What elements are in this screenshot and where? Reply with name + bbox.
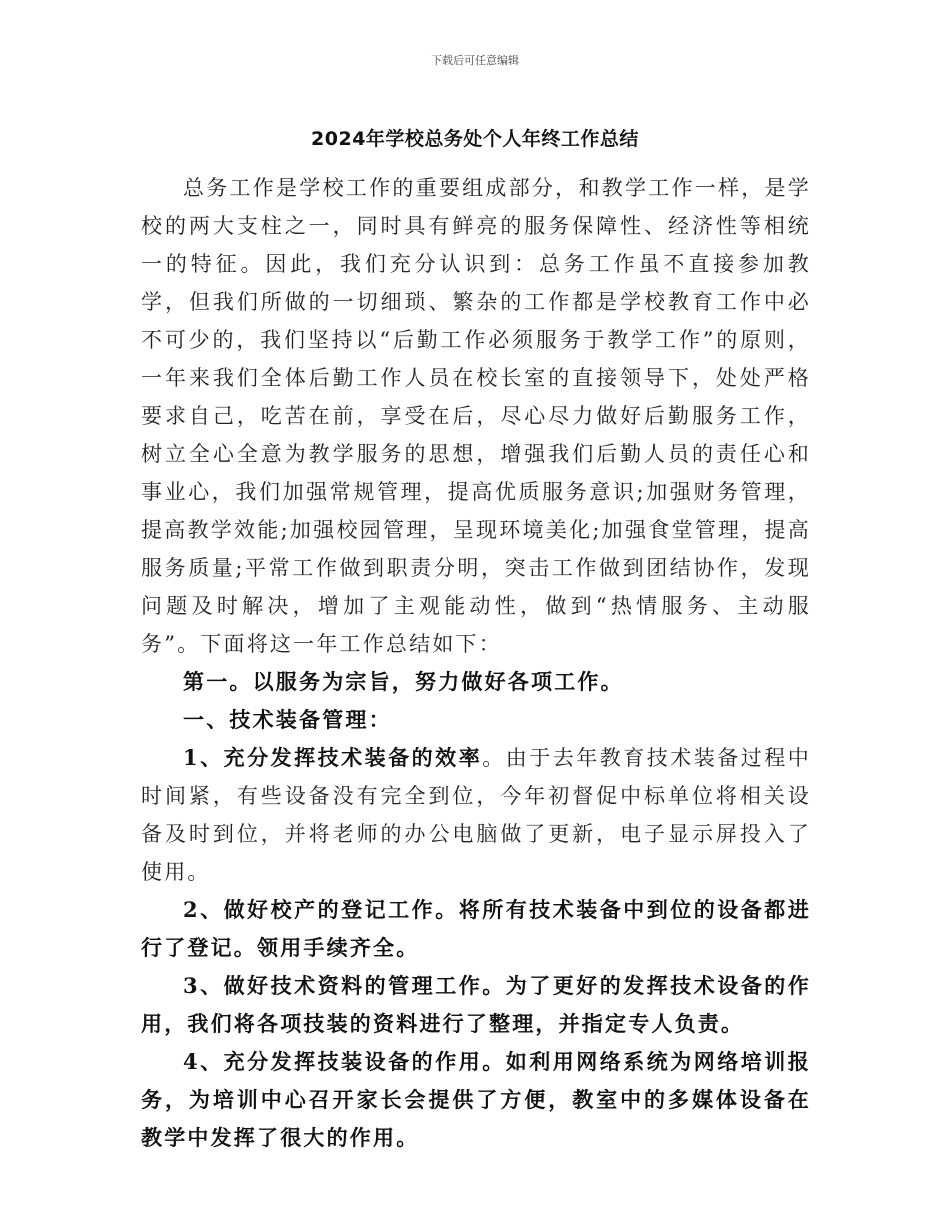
- item-1-paragraph: [141, 739, 811, 891]
- item-1-text: 。由于去年教育技术装备过程中时间紧，有些设备没有完全到位，今年初督促中标单位将相关设备及时到位，并将老师的办公电脑做了更新，电子显示屏投入了使用。: [141, 746, 811, 884]
- item-3-paragraph: 3、做好技术资料的管理工作。为了更好的发挥技术设备的作用，我们将各项技装的资料进行了整理，并指定专人负责。: [141, 973, 811, 1036]
- document-title: 2024年学校总务处个人年终工作总结: [311, 128, 639, 150]
- subsection-heading: 一、技术装备管理：: [183, 707, 392, 732]
- item-1-lead: 1、充分发挥技术装备的效率: [183, 745, 483, 770]
- item-4-paragraph: 4、充分发挥技装设备的作用。如利用网络系统为网络培训报务，为培训中心召开家长会提供了方便，教室中的多媒体设备在教学中发挥了很大的作用。: [141, 1049, 811, 1150]
- header-note: 下载后可任意编辑: [431, 54, 519, 67]
- intro-paragraph: 总务工作是学校工作的重要组成部分，和教学工作一样，是学校的两大支柱之一，同时具有鲜亮的服务保障性、经济性等相统一的特征。因此，我们充分认识到：总务工作虽不直接参加教学，但我们所做的一切细琐、繁杂的工作都是学校教育工作中必不可少的，我们坚持以“后勤工作必须服务于教学工作”的原则，一年来我们全体后勤工作人员在校长室的直接领导下，处处严格要求自己，吃苦在前，享受在后，尽心尽力做好后勤服务工作，树立全心全意为教学服务的思想，增强我们后勤人员的责任心和事业心，我们加强常规管理，提高优质服务意识;加强财务管理，提高教学效能;加强校园管理，呈现环境美化;加强食堂管理，提高服务质量;平常工作做到职责分明，突击工作做到团结协作，发现问题及时解决，增加了主观能动性，做到“热情服务、主动服务”。下面将这一年工作总结如下：: [141, 176, 811, 656]
- section-heading: 第一。以服务为宗旨，努力做好各项工作。: [183, 669, 624, 694]
- item-2-paragraph: 2、做好校产的登记工作。将所有技术装备中到位的设备都进行了登记。领用手续齐全。: [141, 897, 811, 960]
- document-body: [141, 169, 811, 1157]
